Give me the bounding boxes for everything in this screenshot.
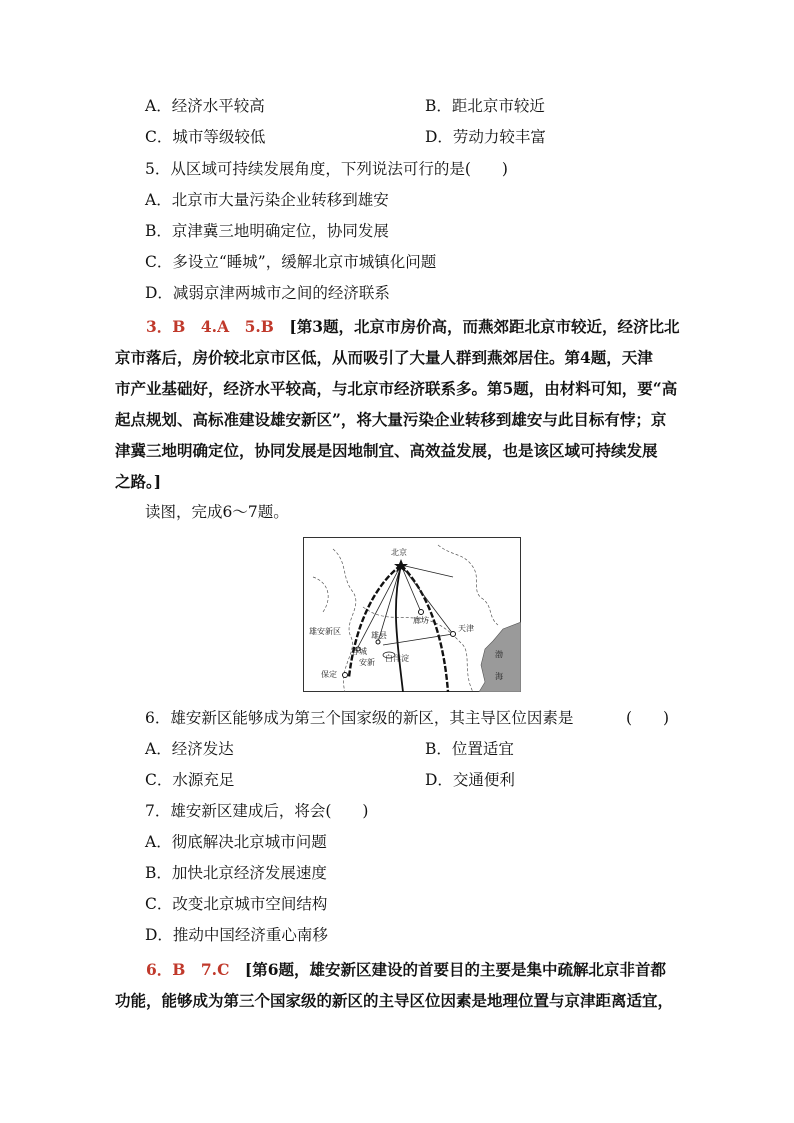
label-beijing: 北京 [391, 548, 407, 557]
answer-1-line-4: 起点规划、高标准建设雄安新区”，将大量污染企业转移到雄安与此目标有悖；京 [115, 410, 667, 429]
answer-block-1 [115, 311, 683, 497]
map-svg [303, 537, 521, 692]
map-figure [303, 537, 521, 692]
answer-2-line-2: 功能，能够成为第三个国家级的新区的主导区位因素是地理位置与京津距离适宜， [115, 991, 674, 1010]
q5-option-c: C．多设立“睡城”，缓解北京市城镇化问题 [145, 253, 437, 271]
q7-option-c: C．改变北京城市空间结构 [145, 895, 328, 913]
q4-option-d: D．劳动力较丰富 [425, 128, 546, 146]
q6-paren: ( ) [626, 709, 670, 727]
label-langfang: 廊坊 [413, 616, 429, 625]
answer-1-numbers: 3．B 4.A 5.B [146, 317, 274, 336]
q4-option-b: B．距北京市较近 [425, 97, 545, 115]
q7-option-a: A．彻底解决北京城市问题 [145, 833, 327, 851]
answer-1-line-5: 津冀三地明确定位，协同发展是因地制宜、高效益发展，也是该区域可持续发展 [115, 441, 658, 460]
answer-2-line-1 [115, 954, 683, 985]
langfang-marker-icon [419, 610, 424, 615]
q7-stem: 7．雄安新区建成后，将会( ) [145, 802, 369, 820]
q6-option-c: C．水源充足 [145, 771, 235, 789]
answer-1-line-6: 之路。] [115, 472, 162, 491]
answer-1-line-1 [115, 311, 683, 342]
label-rongcheng: 容城 [351, 647, 367, 656]
q6-option-b: B．位置适宜 [425, 740, 514, 758]
baoding-marker-icon [343, 673, 348, 678]
q6-option-a: A．经济发达 [145, 740, 234, 758]
answer-block-2 [115, 954, 683, 1016]
label-bohai-2: 海 [495, 672, 503, 681]
q6-option-d: D．交通便利 [425, 771, 515, 789]
intro-text: 读图，完成6～7题。 [145, 503, 289, 521]
tianjin-marker-icon [451, 632, 456, 637]
label-anxin: 安新 [359, 658, 375, 667]
q5-option-b: B．京津冀三地明确定位，协同发展 [145, 222, 389, 240]
answer-1-text-1: [第3题，北京市房价高，而燕郊距北京市较近，经济比北 [289, 317, 680, 336]
label-baiyangdian: 白洋淀 [385, 654, 409, 663]
answer-2-numbers: 6．B 7.C [146, 960, 230, 979]
q5-option-d: D．减弱京津两城市之间的经济联系 [145, 284, 390, 302]
q5-stem: 5．从区域可持续发展角度，下列说法可行的是( ) [145, 160, 508, 178]
label-baoding: 保定 [321, 670, 337, 679]
q4-option-c: C．城市等级较低 [145, 128, 266, 146]
q7-option-b: B．加快北京经济发展速度 [145, 864, 327, 882]
label-bohai-1: 渤 [495, 650, 503, 659]
q4-option-a: A．经济水平较高 [145, 97, 265, 115]
q5-option-a: A．北京市大量污染企业转移到雄安 [145, 191, 389, 209]
q6-stem: 6．雄安新区能够成为第三个国家级的新区，其主导区位因素是 [145, 709, 574, 727]
q7-option-d: D．推动中国经济重心南移 [145, 926, 328, 944]
answer-1-line-2: 京市落后，房价较北京市区低，从而吸引了大量人群到燕郊居住。第4题，天津 [115, 348, 653, 367]
answer-1-line-3: 市产业基础好，经济水平较高，与北京市经济联系多。第5题，由材料可知，要“高 [115, 379, 678, 398]
xiongxian-marker-icon [376, 640, 380, 644]
label-xiongan: 雄安新区 [309, 627, 341, 636]
answer-2-text-1: [第6题，雄安新区建设的首要目的主要是集中疏解北京非首都 [244, 960, 667, 979]
label-tianjin: 天津 [458, 624, 474, 633]
label-xiongxian: 雄县 [371, 631, 387, 640]
